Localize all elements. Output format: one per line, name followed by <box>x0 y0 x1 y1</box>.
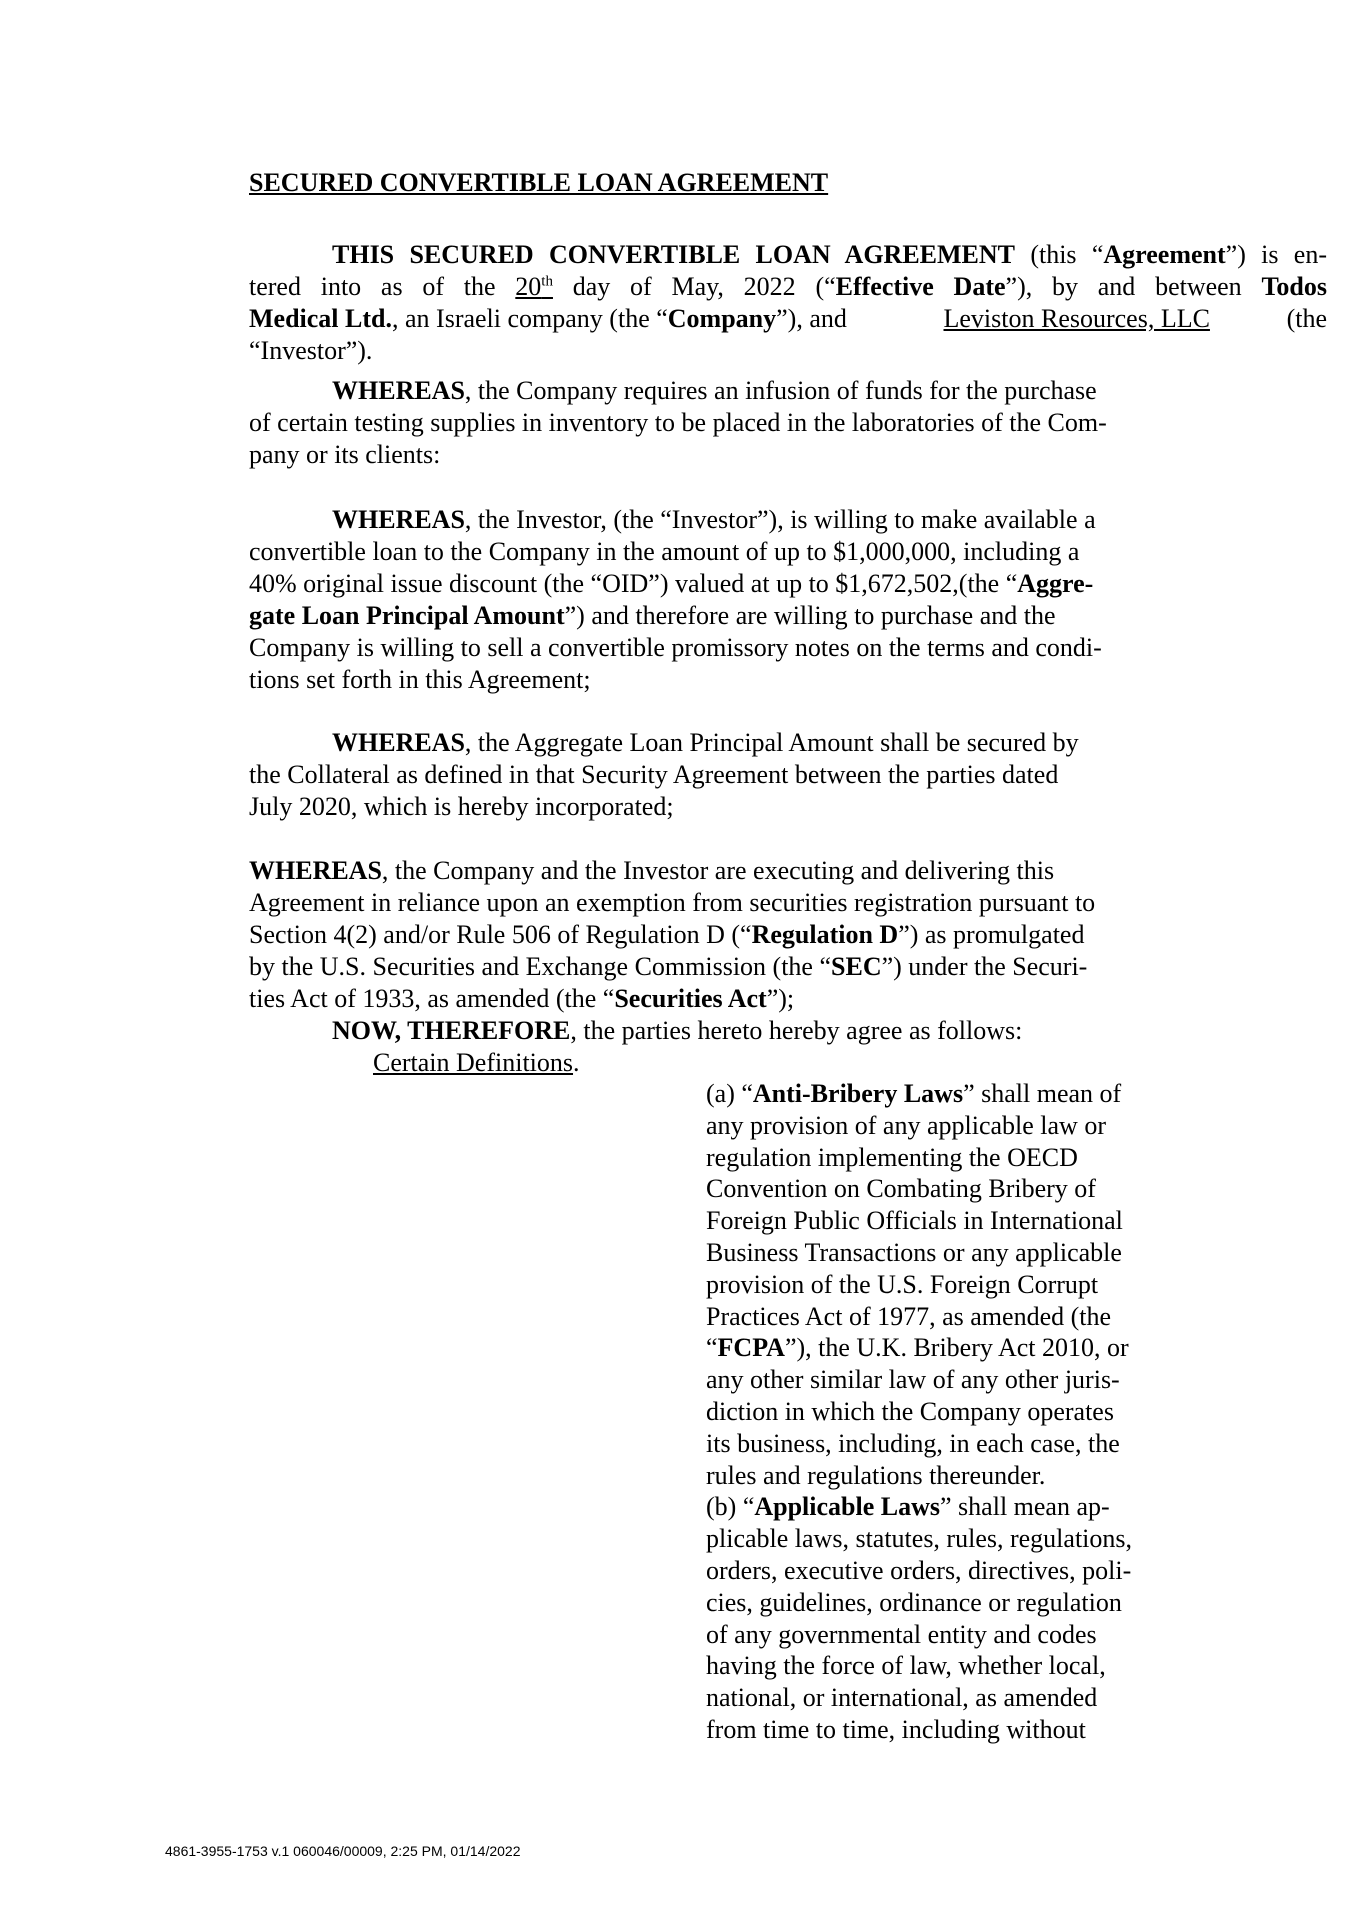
definitions-heading <box>373 1047 580 1079</box>
whereas-text: , the Investor, (the “Investor”), is willing to make available a <box>464 505 1096 534</box>
definition-b <box>706 1491 1132 1745</box>
intro-text: ”), by and between <box>1005 272 1262 301</box>
intro-text: ”), and <box>776 304 847 333</box>
whereas-text: ”) under the Securi- <box>881 952 1088 981</box>
whereas-4-line-2: Agreement in reliance upon an exemption from securities registration pursuant to <box>249 888 1096 917</box>
definition-term: FCPA <box>717 1333 785 1363</box>
intro-line-4: “Investor”). <box>249 336 373 365</box>
company-name-part: Todos <box>1261 272 1327 301</box>
whereas-4-line-1 <box>249 855 1095 887</box>
definition-text: (a) “ <box>706 1079 753 1108</box>
whereas-text: ”) and therefore are willing to purchase and the <box>564 601 1056 630</box>
document-title: SECURED CONVERTIBLE LOAN AGREEMENT <box>249 168 829 197</box>
whereas-text: Section 4(2) and/or Rule 506 of Regulation D (“ <box>249 920 752 949</box>
company-name-part: Medical Ltd. <box>249 304 392 333</box>
definition-a-line: any other similar law of any other juris- <box>706 1365 1120 1395</box>
definition-a-fcpa-line <box>706 1332 1132 1364</box>
definitions-heading-line <box>373 1047 580 1079</box>
intro-line-1 <box>249 239 1327 271</box>
definition-a-line: Foreign Public Officials in International <box>706 1206 1123 1236</box>
whereas-keyword: WHEREAS <box>332 728 465 757</box>
definition-text: ” shall mean ap- <box>940 1492 1110 1522</box>
intro-line-2 <box>249 271 1327 303</box>
whereas-4-line-4 <box>249 951 1095 983</box>
whereas-defined-term: Regulation D <box>751 920 899 949</box>
whereas-defined-term: SEC <box>831 952 882 981</box>
now-therefore-text: , the parties hereto hereby agree as follows: <box>570 1016 1023 1045</box>
definition-a-line: provision of the U.S. Foreign Corrupt <box>706 1269 1099 1299</box>
intro-defined-term: Agreement <box>1103 240 1226 269</box>
whereas-text: by the U.S. Securities and Exchange Commission (the “ <box>249 952 832 981</box>
intro-text: (this “ <box>1015 240 1104 269</box>
whereas-paragraph-3 <box>249 727 1079 823</box>
intro-defined-term: Company <box>667 304 777 333</box>
definition-b-line: from time to time, including without <box>706 1714 1086 1744</box>
definition-text: (b) “ <box>706 1492 755 1522</box>
whereas-text: ”); <box>766 984 795 1013</box>
whereas-text: 40% original issue discount (the “OID”) valued at up to $1,672,502,(the “ <box>249 569 1018 598</box>
intro-text: tered into as of the <box>249 272 516 301</box>
document-footer-id: 4861-3955-1753 v.1 060046/00009, 2:25 PM, 01/14/2022 <box>165 1843 521 1859</box>
whereas-text: , the Aggregate Loan Principal Amount shall be secured by <box>464 728 1079 757</box>
investor-name: Leviston Resources, LLC <box>943 304 1210 333</box>
whereas-text: , the Company requires an infusion of funds for the purchase <box>464 376 1097 405</box>
whereas-1-line-3: pany or its clients: <box>249 440 441 469</box>
whereas-2-line-1 <box>249 504 1102 536</box>
intro-text: (the <box>1286 304 1327 333</box>
effective-day-number: 20 <box>515 272 542 301</box>
definition-b-line: of any governmental entity and codes <box>706 1619 1097 1649</box>
definition-a-line: Practices Act of 1977, as amended (the <box>706 1301 1112 1331</box>
definitions-heading-period: . <box>573 1048 580 1077</box>
definition-a-line: Business Transactions or any applicable <box>706 1237 1122 1267</box>
whereas-3-line-3: July 2020, which is hereby incorporated; <box>249 792 674 821</box>
definition-a-line: any provision of any applicable law or <box>706 1110 1106 1140</box>
whereas-4-line-3 <box>249 919 1095 951</box>
intro-text: , an Israeli company (the “ <box>392 304 668 333</box>
definition-text: ” shall mean of <box>963 1079 1122 1108</box>
intro-text: day of May, 2022 (“ <box>552 272 836 301</box>
whereas-keyword: WHEREAS <box>332 376 465 405</box>
now-therefore-keyword: NOW, THEREFORE <box>332 1016 571 1045</box>
definition-a-line: rules and regulations thereunder. <box>706 1460 1046 1490</box>
definition-a-line: regulation implementing the OECD <box>706 1142 1078 1172</box>
definition-b-line: national, or international, as amended <box>706 1683 1098 1713</box>
definition-term: Applicable Laws <box>754 1492 941 1522</box>
whereas-2-line-2: convertible loan to the Company in the amount of up to $1,000,000, including a <box>249 537 1080 566</box>
definition-term: Anti-Bribery Laws <box>752 1079 964 1108</box>
definition-text: ”), the U.K. Bribery Act 2010, or <box>784 1333 1129 1363</box>
intro-line-3-left <box>249 303 847 335</box>
intro-paragraph <box>249 239 1327 367</box>
definition-a-line: diction in which the Company operates <box>706 1396 1114 1426</box>
whereas-text: , the Company and the Investor are executing and delivering this <box>381 856 1055 885</box>
definition-a-line-1 <box>706 1078 1132 1110</box>
whereas-defined-term: Aggre- <box>1017 569 1094 598</box>
intro-agreement-name: THIS SECURED CONVERTIBLE LOAN AGREEMENT <box>332 240 1016 269</box>
definition-b-line: plicable laws, statutes, rules, regulations, <box>706 1524 1133 1554</box>
definitions-heading-text: Certain Definitions <box>373 1048 574 1077</box>
definition-b-line: orders, executive orders, directives, poli- <box>706 1555 1132 1585</box>
whereas-1-line-1 <box>249 375 1107 407</box>
whereas-2-line-6: tions set forth in this Agreement; <box>249 665 591 694</box>
whereas-defined-term: gate Loan Principal Amount <box>249 601 565 630</box>
whereas-3-line-2: the Collateral as defined in that Security Agreement between the parties dated <box>249 760 1059 789</box>
intro-defined-term: Effective Date <box>835 272 1006 301</box>
definition-b-line: having the force of law, whether local, <box>706 1651 1106 1681</box>
whereas-2-line-5: Company is willing to sell a convertible promissory notes on the terms and condi- <box>249 633 1102 662</box>
whereas-paragraph-4 <box>249 855 1095 1047</box>
whereas-text: ”) as promulgated <box>898 920 1085 949</box>
definition-a-line: its business, including, in each case, the <box>706 1428 1120 1458</box>
whereas-keyword: WHEREAS <box>332 505 465 534</box>
definition-a-line: Convention on Combating Bribery of <box>706 1174 1096 1204</box>
whereas-paragraph-2 <box>249 504 1102 696</box>
definitions-column <box>706 1078 1132 1746</box>
whereas-keyword: WHEREAS <box>249 856 382 885</box>
whereas-3-line-1 <box>249 727 1079 759</box>
whereas-1-line-2: of certain testing supplies in inventory to be placed in the laboratories of the Com- <box>249 408 1107 437</box>
ordinal-suffix: th <box>541 273 553 290</box>
intro-text: ”) is en- <box>1225 240 1328 269</box>
intro-line-3 <box>249 303 1327 335</box>
whereas-2-line-3 <box>249 568 1102 600</box>
whereas-2-line-4 <box>249 600 1102 632</box>
definition-a <box>706 1078 1132 1491</box>
definition-b-line: cies, guidelines, ordinance or regulation <box>706 1587 1122 1617</box>
whereas-paragraph-1 <box>249 375 1107 471</box>
definition-text: “ <box>706 1333 718 1363</box>
whereas-defined-term: Securities Act <box>614 984 767 1013</box>
whereas-4-line-5 <box>249 983 1095 1015</box>
whereas-text: ties Act of 1933, as amended (the “ <box>249 984 615 1013</box>
now-therefore-line <box>249 1015 1095 1047</box>
effective-day <box>515 272 553 301</box>
definition-b-line-1 <box>706 1491 1132 1523</box>
